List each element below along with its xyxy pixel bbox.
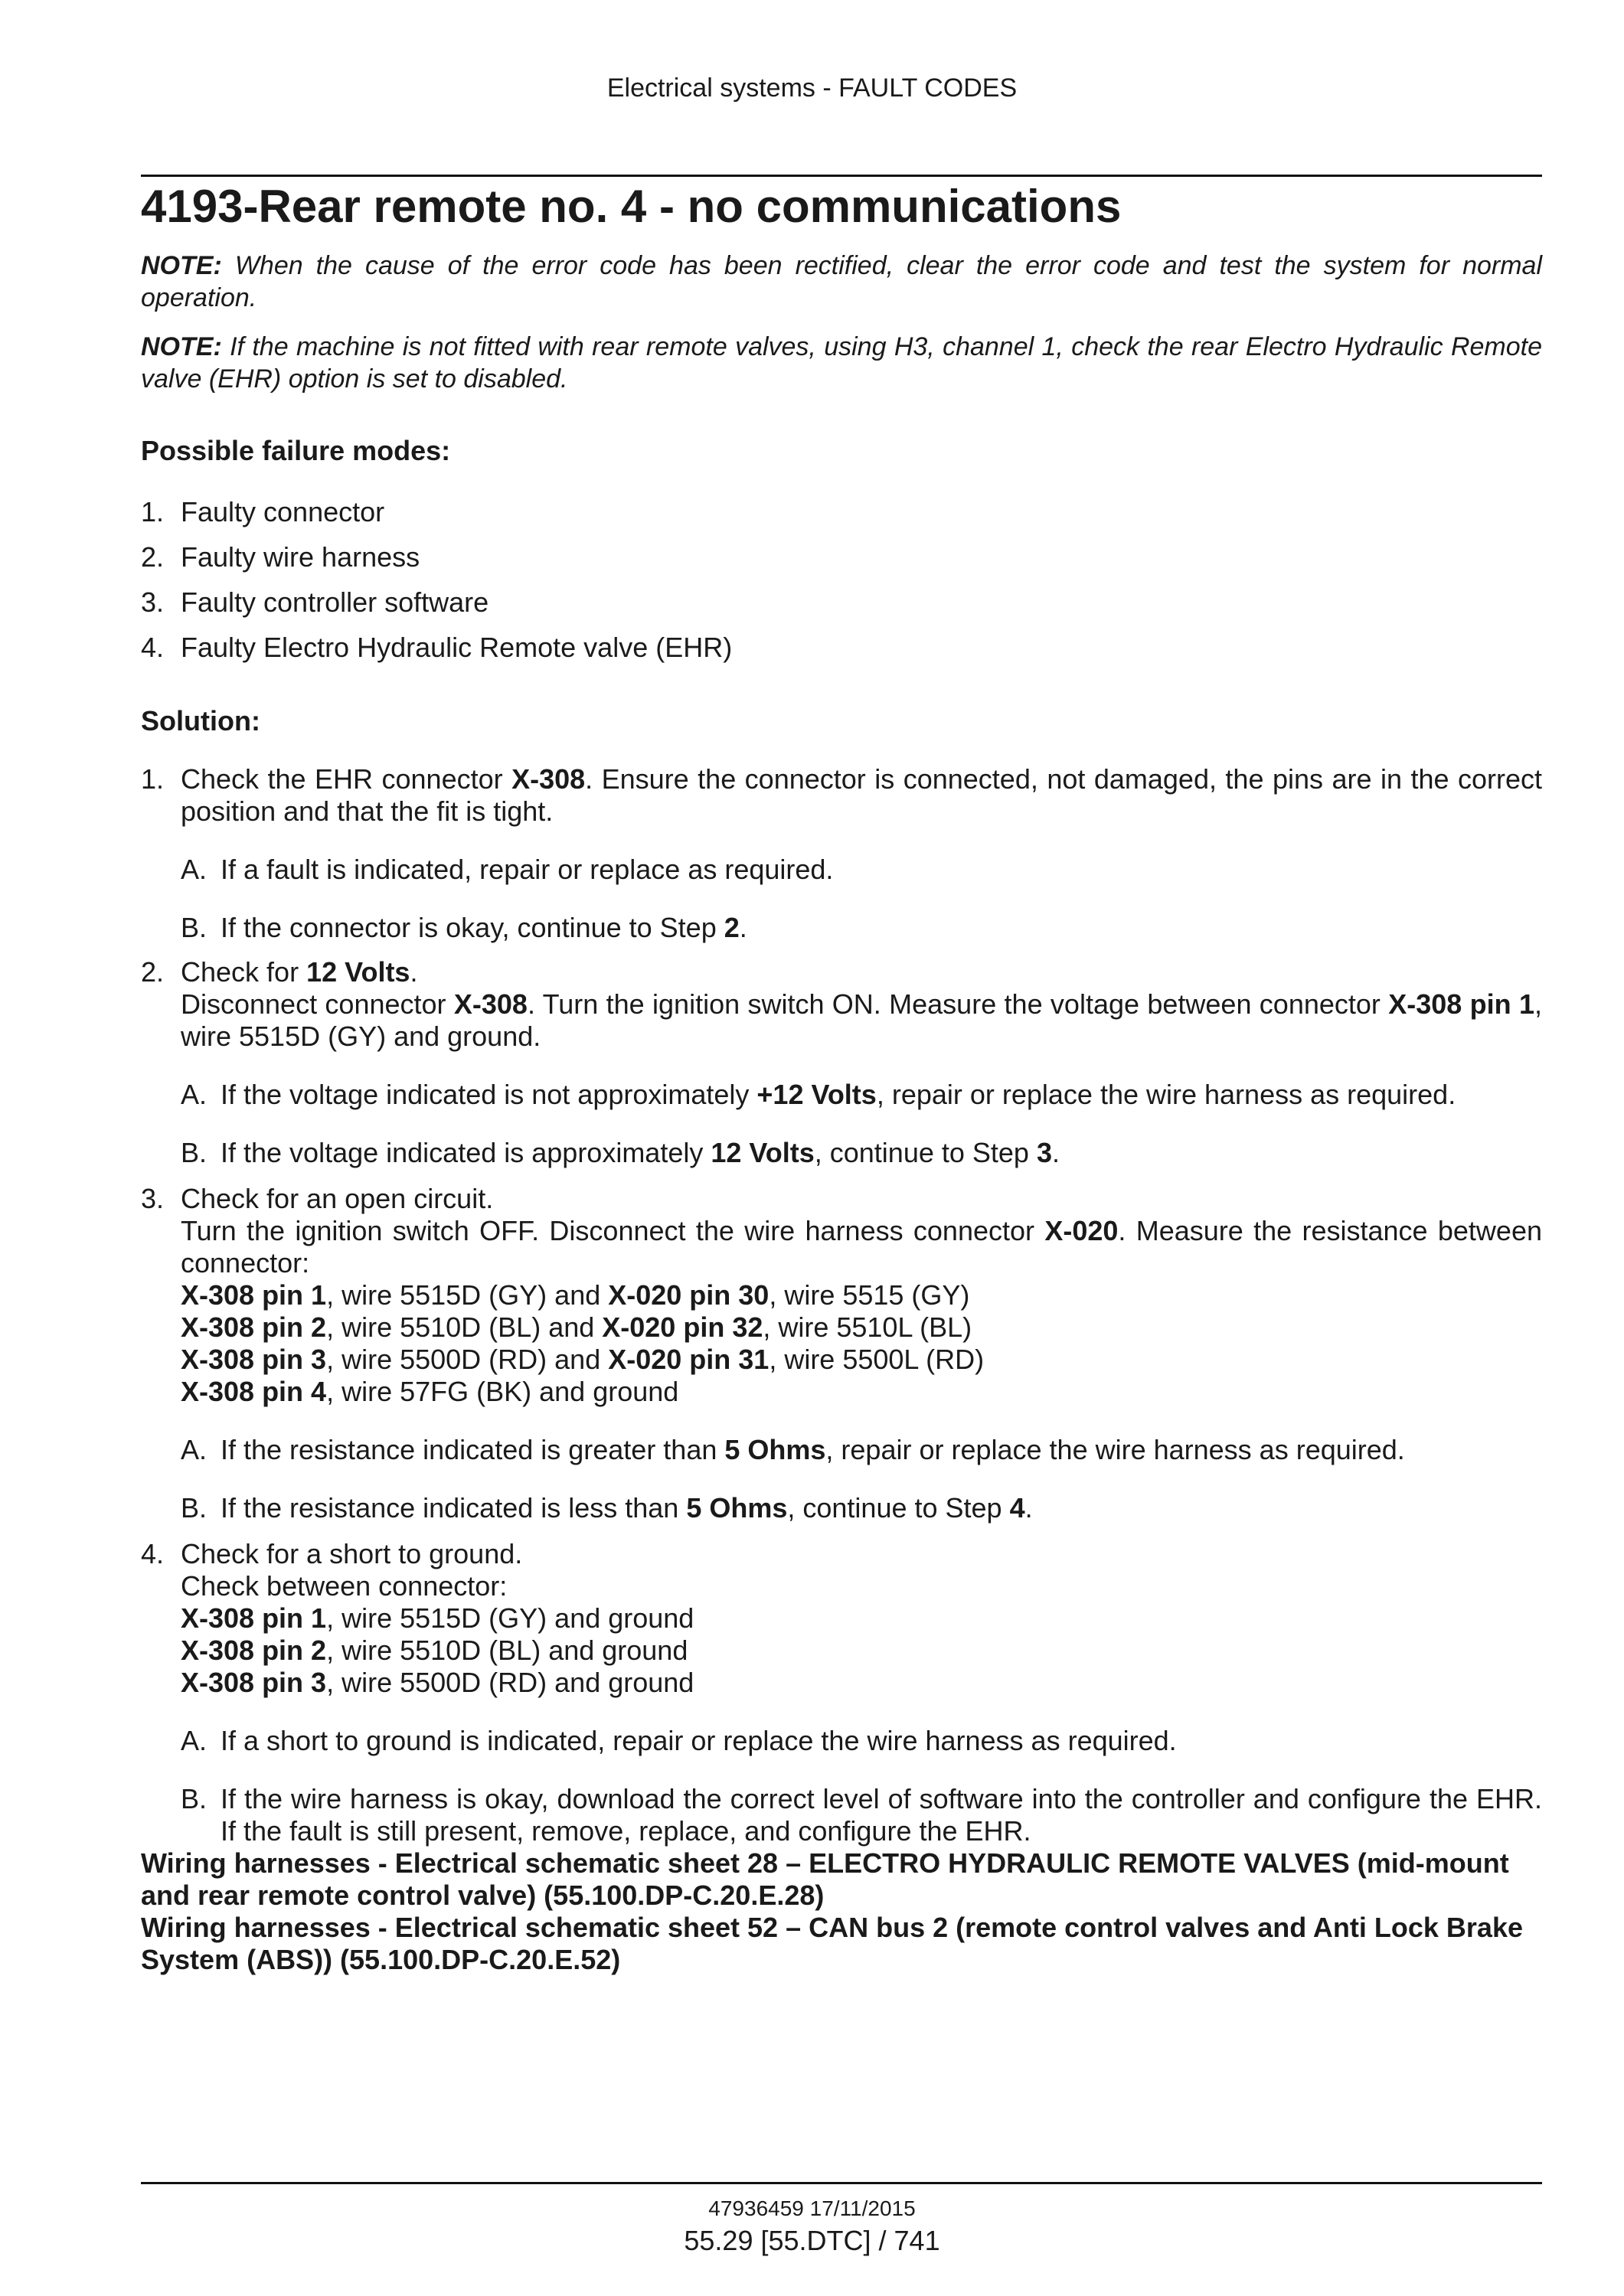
outcome-letter: A. <box>181 1434 207 1465</box>
page-number: 55.29 [55.DTC] / 741 <box>684 2225 940 2256</box>
bold-run: 5 Ohms <box>686 1492 788 1524</box>
text-run: If a fault is indicated, repair or replace as required. <box>221 854 834 885</box>
step-outcomes <box>181 1434 1542 1524</box>
bold-run: X-308 pin 2 <box>181 1635 327 1666</box>
running-header: Electrical systems - FAULT CODES <box>606 73 1018 103</box>
text-run: Disconnect connector <box>181 988 454 1020</box>
solution-step <box>141 1183 1542 1524</box>
text-run: , repair or replace the wire harness as required. <box>876 1079 1456 1110</box>
step-outcome <box>181 1079 1542 1111</box>
text-run: . <box>410 956 418 988</box>
item-text: Faulty wire harness <box>181 541 420 573</box>
step-outcome <box>181 1725 1542 1757</box>
item-number: 4. <box>141 632 165 663</box>
text-run: , wire 57FG (BK) and ground <box>326 1376 679 1407</box>
text-run: , continue to Step <box>814 1137 1037 1168</box>
text-run: , wire 5510D (BL) and <box>326 1311 603 1343</box>
step-outcome <box>181 1492 1542 1524</box>
step-line <box>181 1538 1542 1570</box>
text-run: , wire 5510D (BL) and ground <box>326 1635 688 1666</box>
outcome-text <box>221 1079 1456 1110</box>
step-number: 2. <box>141 956 165 988</box>
item-text: Faulty controller software <box>181 586 489 618</box>
text-run: , wire 5515D (GY) and ground <box>326 1602 694 1634</box>
step-line <box>181 1279 1542 1311</box>
bold-run: X-308 pin 2 <box>181 1311 327 1343</box>
step-line <box>181 1570 1542 1602</box>
step-line <box>181 1602 1542 1635</box>
item-text: Faulty connector <box>181 496 385 527</box>
step-outcome <box>181 854 1542 886</box>
solution-heading: Solution: <box>141 705 260 736</box>
bold-run: X-020 pin 32 <box>602 1311 763 1343</box>
outcome-letter: B. <box>181 1137 207 1168</box>
text-run: Check for <box>181 956 307 988</box>
step-outcome <box>181 1137 1542 1169</box>
note-label: NOTE: <box>141 332 222 361</box>
text-run: , continue to Step <box>787 1492 1010 1524</box>
step-outcome <box>181 1783 1542 1847</box>
solution-step <box>141 763 1542 944</box>
text-run: . <box>1051 1137 1060 1168</box>
text-run: . <box>1024 1492 1033 1524</box>
schematic-reference-link[interactable]: Wiring harnesses - Electrical schematic sheet 52 – CAN bus 2 (remote control valves and Anti Lock Brake System (ABS)) (55.100.DP-C.20.E.52) <box>141 1912 1523 1975</box>
text-run: If a short to ground is indicated, repair or replace the wire harness as required. <box>221 1725 1177 1756</box>
bold-run: X-308 pin 1 <box>181 1602 327 1634</box>
outcome-text <box>221 1434 1405 1465</box>
item-text: Faulty Electro Hydraulic Remote valve (EHR) <box>181 632 733 663</box>
text-run: If the resistance indicated is greater than <box>221 1434 725 1465</box>
step-outcomes <box>181 854 1542 944</box>
failure-mode-item <box>141 496 1542 528</box>
bold-run: X-308 <box>511 763 586 795</box>
step-line <box>181 1311 1542 1344</box>
outcome-letter: A. <box>181 1725 207 1756</box>
failure-modes-heading: Possible failure modes: <box>141 435 451 466</box>
item-number: 1. <box>141 496 165 527</box>
bold-run: X-020 <box>1044 1215 1119 1246</box>
step-number: 4. <box>141 1538 165 1569</box>
outcome-letter: B. <box>181 1492 207 1524</box>
step-line <box>181 1376 1542 1408</box>
note-text: When the cause of the error code has been rectified, clear the error code and test the system for normal operation. <box>141 251 1542 312</box>
text-run: If the resistance indicated is less than <box>221 1492 687 1524</box>
schematic-reference-link[interactable]: Wiring harnesses - Electrical schematic sheet 28 – ELECTRO HYDRAULIC REMOTE VALVES (mid-mount and rear remote control valve) (55.100.DP-C.20.E.28) <box>141 1847 1509 1911</box>
text-run: . Ensure the connector is connected, not damaged, the pins are in the correct position and that the fit is tight. <box>181 763 1542 827</box>
text-run: If the voltage indicated is not approximately <box>221 1079 757 1110</box>
outcome-letter: A. <box>181 1079 207 1110</box>
item-number: 2. <box>141 541 165 573</box>
text-run: , wire 5515 (GY) <box>769 1279 970 1311</box>
failure-mode-item <box>141 632 1542 664</box>
step-outcomes <box>181 1725 1542 1847</box>
solution-steps <box>141 763 1542 1847</box>
text-run: Turn the ignition switch OFF. Disconnect the wire harness connector <box>181 1215 1045 1246</box>
text-run: If the wire harness is okay, download the correct level of software into the controller and configure the EHR. If the fault is still present, remove, replace, and configure the EHR. <box>221 1783 1542 1847</box>
bold-run: X-020 pin 31 <box>608 1344 770 1375</box>
text-run: If the voltage indicated is approximately <box>221 1137 711 1168</box>
step-number: 3. <box>141 1183 165 1214</box>
text-run: , wire 5510L (BL) <box>763 1311 972 1343</box>
step-line <box>181 956 1542 988</box>
note-text: If the machine is not fitted with rear remote valves, using H3, channel 1, check the rear Electro Hydraulic Remote valve (EHR) option is set to disabled. <box>141 332 1542 394</box>
bold-run: X-308 pin 1 <box>181 1279 327 1311</box>
outcome-text <box>221 1783 1542 1847</box>
page-title: 4193-Rear remote no. 4 - no communications <box>141 181 1122 232</box>
outcome-text <box>221 1137 1060 1168</box>
text-run: , wire 5515D (GY) and ground. <box>181 988 1542 1052</box>
text-run: Check for an open circuit. <box>181 1183 494 1214</box>
references <box>141 1847 1542 1976</box>
bold-run: 5 Ohms <box>724 1434 826 1465</box>
bold-run: X-020 pin 30 <box>608 1279 770 1311</box>
bold-run: X-308 pin 4 <box>181 1376 327 1407</box>
outcome-letter: B. <box>181 1783 207 1814</box>
text-run: , repair or replace the wire harness as required. <box>825 1434 1405 1465</box>
step-line <box>181 1183 1542 1215</box>
text-run: , wire 5515D (GY) and <box>326 1279 609 1311</box>
text-run: Check between connector: <box>181 1570 508 1602</box>
failure-modes-list <box>141 496 1542 664</box>
bold-run: X-308 pin 1 <box>1388 988 1534 1020</box>
failure-mode-item <box>141 541 1542 573</box>
text-run: , wire 5500D (RD) and <box>326 1344 609 1375</box>
step-line <box>181 1344 1542 1376</box>
solution-step <box>141 1538 1542 1847</box>
text-run: Check the EHR connector <box>181 763 512 795</box>
failure-mode-item <box>141 586 1542 619</box>
step-outcome <box>181 912 1542 944</box>
outcome-letter: B. <box>181 912 207 943</box>
text-run: Check for a short to ground. <box>181 1538 523 1569</box>
text-run: . <box>739 912 747 943</box>
bold-run: 2 <box>724 912 740 943</box>
solution-step <box>141 956 1542 1169</box>
bold-run: 12 Volts <box>306 956 410 988</box>
bold-run: X-308 pin 3 <box>181 1344 327 1375</box>
text-run: , wire 5500L (RD) <box>769 1344 985 1375</box>
content <box>141 178 1542 1976</box>
outcome-text <box>221 912 747 943</box>
note-2 <box>141 331 1542 395</box>
note-1 <box>141 250 1542 314</box>
outcome-text <box>221 1725 1177 1756</box>
text-run: . Turn the ignition switch ON. Measure the voltage between connector <box>527 988 1389 1020</box>
bold-run: +12 Volts <box>756 1079 877 1110</box>
bold-run: 4 <box>1009 1492 1025 1524</box>
outcome-text <box>221 1492 1033 1524</box>
outcome-text <box>221 854 833 885</box>
step-outcome <box>181 1434 1542 1466</box>
bold-run: 3 <box>1036 1137 1052 1168</box>
note-label: NOTE: <box>141 251 222 280</box>
text-run: , wire 5500D (RD) and ground <box>326 1667 694 1698</box>
bold-run: 12 Volts <box>711 1137 815 1168</box>
step-line <box>181 1667 1542 1699</box>
text-run: If the connector is okay, continue to Step <box>221 912 724 943</box>
bold-run: X-308 <box>453 988 528 1020</box>
step-line <box>181 1635 1542 1667</box>
footer-rule <box>141 2182 1542 2184</box>
step-line <box>181 763 1542 828</box>
document-number: 47936459 17/11/2015 <box>708 2196 916 2220</box>
step-outcomes <box>181 1079 1542 1169</box>
outcome-letter: A. <box>181 854 207 885</box>
bold-run: X-308 pin 3 <box>181 1667 327 1698</box>
step-line <box>181 1215 1542 1279</box>
step-line <box>181 988 1542 1053</box>
item-number: 3. <box>141 586 165 618</box>
text-run: . Measure the resistance between connector: <box>181 1215 1542 1279</box>
step-number: 1. <box>141 763 165 795</box>
header-rule <box>141 175 1542 177</box>
